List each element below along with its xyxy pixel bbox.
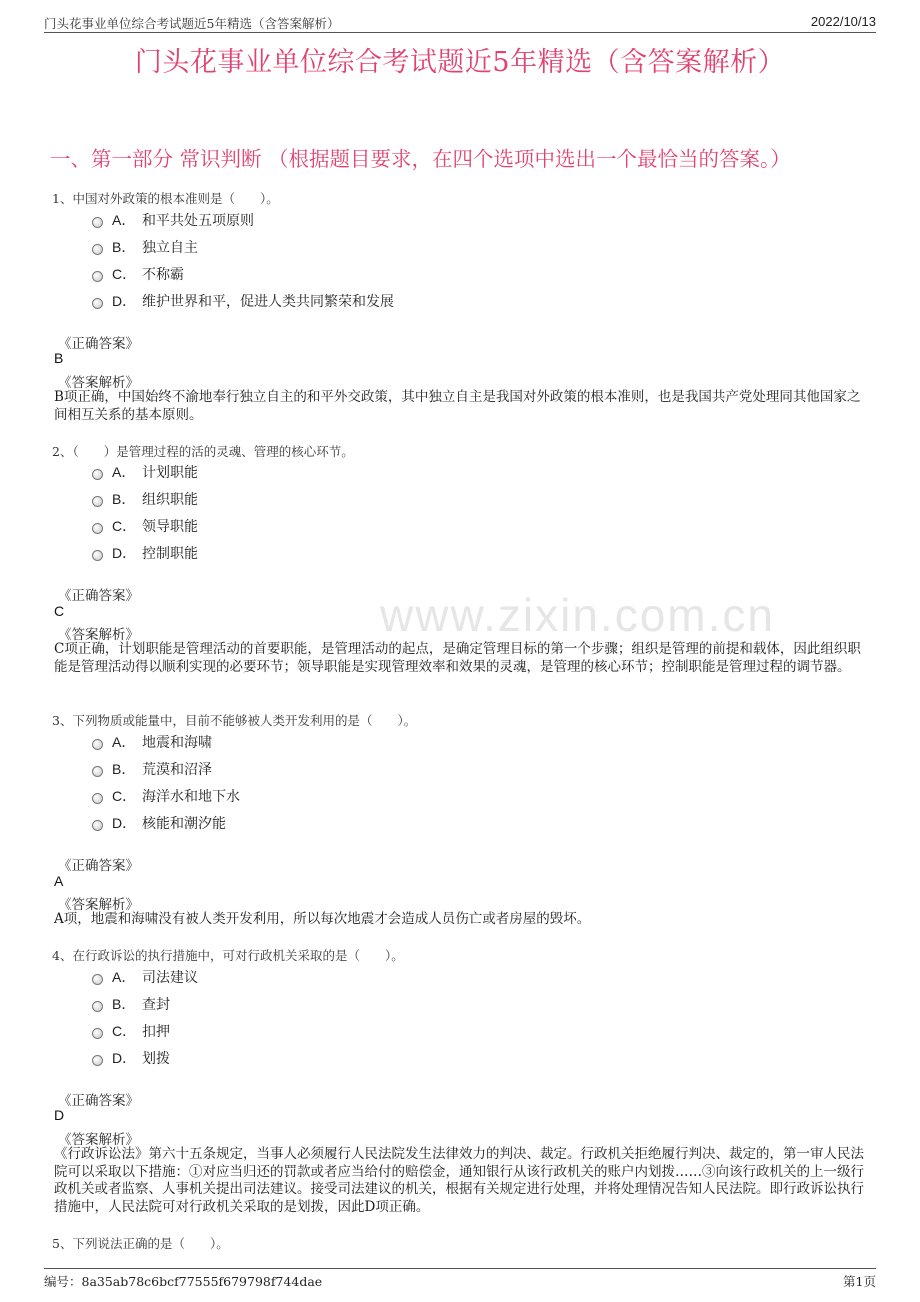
option-text: 计划职能 [142, 465, 198, 481]
footer-divider [44, 1268, 876, 1269]
radio-icon[interactable] [92, 739, 103, 750]
option-letter: C． [112, 518, 137, 534]
option-letter: A． [112, 212, 136, 228]
document-id: 编号：8a35ab78c6bcf77555f679798f744dae [44, 1274, 323, 1289]
answer-label: 《正确答案》 [58, 858, 139, 874]
explanation-label: 《答案解析》 [58, 897, 139, 913]
option-text: 维护世界和平，促进人类共同繁荣和发展 [142, 294, 394, 310]
option-a[interactable] [92, 967, 198, 987]
option-text: 荒漠和沼泽 [142, 762, 212, 778]
option-text: 组织职能 [142, 492, 198, 508]
option-letter: B． [112, 491, 136, 507]
option-text: 和平共处五项原则 [142, 213, 254, 229]
explanation-label: 《答案解析》 [58, 1132, 139, 1148]
question-text: 5、下列说法正确的是（ ）。 [52, 1236, 229, 1251]
radio-icon[interactable] [92, 1001, 103, 1012]
option-text: 不称霸 [142, 267, 184, 283]
radio-icon[interactable] [92, 298, 103, 309]
answer-label: 《正确答案》 [58, 1093, 139, 1109]
option-c[interactable] [92, 264, 184, 284]
answer-label: 《正确答案》 [58, 336, 139, 352]
explanation-label: 《答案解析》 [58, 375, 139, 391]
option-text: 海洋水和地下水 [142, 789, 240, 805]
radio-icon[interactable] [92, 1055, 103, 1066]
option-letter: C． [112, 266, 137, 282]
radio-icon[interactable] [92, 244, 103, 255]
radio-icon[interactable] [92, 1028, 103, 1039]
option-text: 地震和海啸 [142, 735, 212, 751]
option-letter: B． [112, 239, 136, 255]
option-text: 核能和潮汐能 [142, 816, 226, 832]
radio-icon[interactable] [92, 820, 103, 831]
page-header-left: 门头花事业单位综合考试题近5年精选（含答案解析） [44, 16, 340, 31]
page-number: 第1页 [843, 1274, 876, 1289]
option-text: 划拨 [142, 1051, 170, 1067]
option-a[interactable] [92, 210, 254, 230]
option-text: 扣押 [142, 1024, 170, 1040]
question-text: 2、（ ）是管理过程的活的灵魂、管理的核心环节。 [52, 444, 354, 459]
option-text: 独立自主 [142, 240, 198, 256]
document-title: 门头花事业单位综合考试题近5年精选（含答案解析） [134, 47, 786, 78]
section-heading: 一、第一部分 常识判断 （根据题目要求，在四个选项中选出一个最恰当的答案。） [50, 147, 791, 171]
option-c[interactable] [92, 1021, 170, 1041]
answer-value: B [54, 350, 64, 366]
radio-icon[interactable] [92, 469, 103, 480]
answer-value: C [54, 603, 65, 619]
option-letter: A． [112, 969, 136, 985]
radio-icon[interactable] [92, 523, 103, 534]
option-c[interactable] [92, 786, 240, 806]
option-b[interactable] [92, 759, 212, 779]
radio-icon[interactable] [92, 496, 103, 507]
option-letter: D． [112, 545, 137, 561]
explanation-label: 《答案解析》 [58, 627, 139, 643]
watermark: www.zixin.com.cn [380, 589, 775, 641]
option-a[interactable] [92, 732, 212, 752]
explanation-text: C项正确，计划职能是管理活动的首要职能，是管理活动的起点，是确定管理目标的第一个步骤；组织是管理的前提和载体，因此组织职能是管理活动得以顺利实现的必要环节；领导职能是实现管理效率和效果的灵魂，是管理的核心环节；控制职能是管理过程的调节器。 [54, 641, 861, 675]
option-letter: D． [112, 1050, 137, 1066]
header-divider [44, 32, 876, 33]
explanation-text: 《行政诉讼法》第六十五条规定，当事人必须履行人民法院发生法律效力的判决、裁定。行政机关拒绝履行判决、裁定的，第一审人民法院可以采取以下措施：①对应当归还的罚款或者应当给付的赔偿金，通知银行从该行政机关的账户内划拨……③向该行政机关的上一级行政机关或者监察、人事机关提出司法建议。接受司法建议的机关，根据有关规定进行处理，并将处理情况告知人民法院。即行政诉讼执行措施中，人民法院可对行政机关采取的是划拨，因此D项正确。 [54, 1146, 864, 1215]
option-a[interactable] [92, 462, 198, 482]
option-d[interactable] [92, 813, 226, 833]
explanation-text: A项，地震和海啸没有被人类开发利用，所以每次地震才会造成人员伤亡或者房屋的毁坏。 [54, 911, 591, 927]
option-b[interactable] [92, 489, 198, 509]
option-b[interactable] [92, 237, 198, 257]
option-text: 领导职能 [142, 519, 198, 535]
question-text: 1、中国对外政策的根本准则是（ ）。 [52, 191, 279, 206]
option-text: 控制职能 [142, 546, 198, 562]
option-text: 查封 [142, 997, 170, 1013]
radio-icon[interactable] [92, 766, 103, 777]
option-letter: B． [112, 996, 136, 1012]
radio-icon[interactable] [92, 217, 103, 228]
option-letter: D． [112, 815, 137, 831]
option-letter: C． [112, 788, 137, 804]
option-letter: D． [112, 293, 137, 309]
option-letter: B． [112, 761, 136, 777]
option-d[interactable] [92, 291, 394, 311]
option-b[interactable] [92, 994, 170, 1014]
question-text: 4、在行政诉讼的执行措施中，可对行政机关采取的是（ ）。 [52, 948, 404, 963]
option-letter: A． [112, 464, 136, 480]
radio-icon[interactable] [92, 974, 103, 985]
page-header-date: 2022/10/13 [810, 14, 876, 29]
radio-icon[interactable] [92, 271, 103, 282]
radio-icon[interactable] [92, 550, 103, 561]
answer-value: A [54, 873, 64, 889]
question-text: 3、下列物质或能量中，目前不能够被人类开发利用的是（ ）。 [52, 713, 417, 728]
option-text: 司法建议 [142, 970, 198, 986]
radio-icon[interactable] [92, 793, 103, 804]
explanation-text: B项正确，中国始终不渝地奉行独立自主的和平外交政策，其中独立自主是我国对外政策的根本准则，也是我国共产党处理同其他国家之间相互关系的基本原则。 [54, 389, 861, 423]
option-c[interactable] [92, 516, 198, 536]
answer-value: D [54, 1107, 65, 1123]
answer-label: 《正确答案》 [58, 588, 139, 604]
option-letter: C． [112, 1023, 137, 1039]
option-d[interactable] [92, 543, 198, 563]
option-letter: A． [112, 734, 136, 750]
option-d[interactable] [92, 1048, 170, 1068]
